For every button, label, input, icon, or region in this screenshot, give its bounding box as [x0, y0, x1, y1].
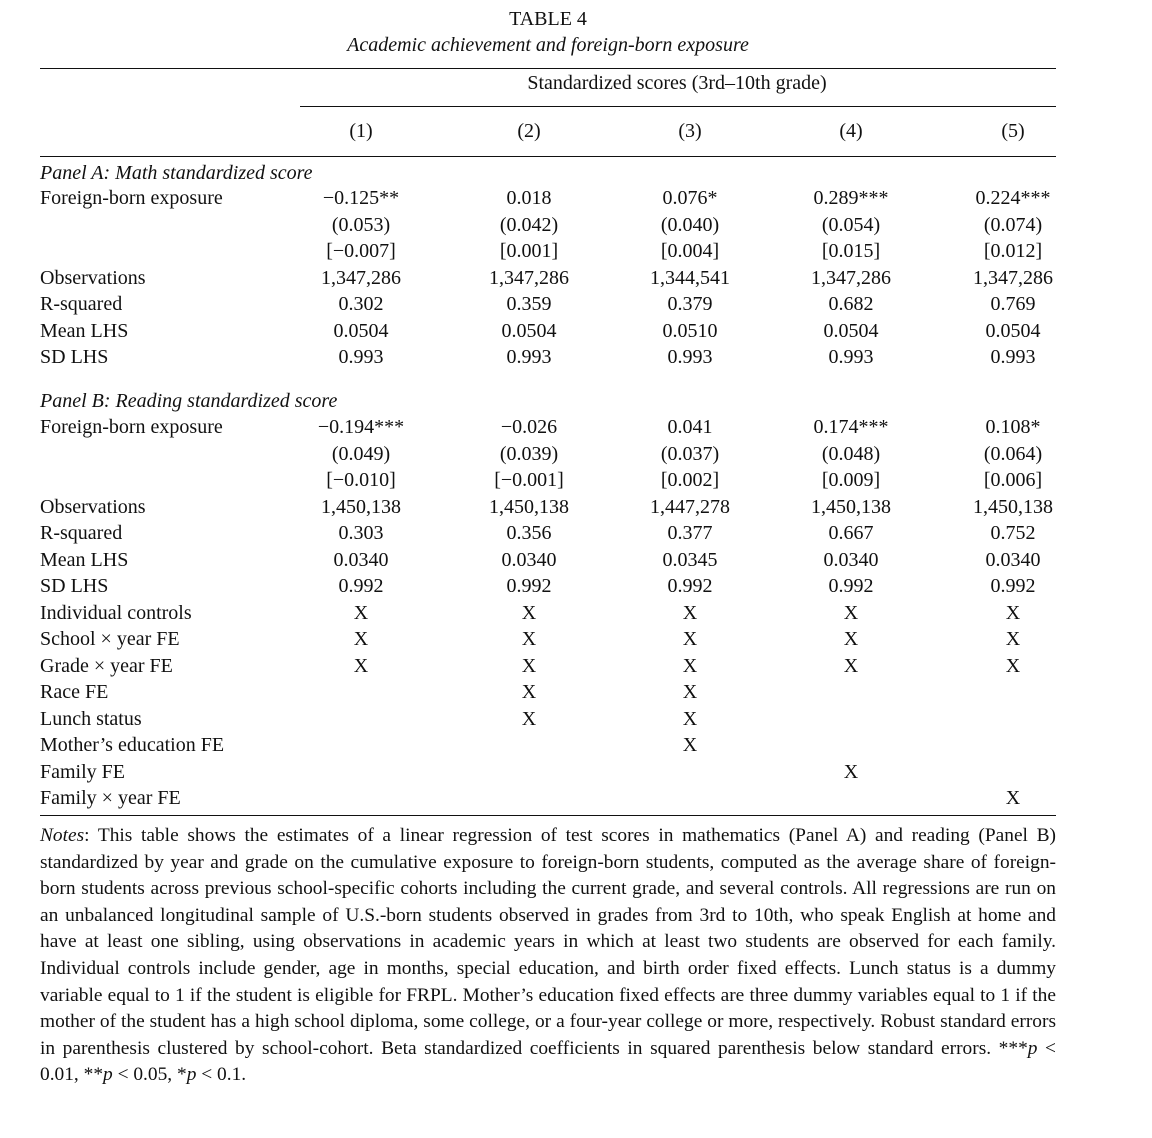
row-label: Mean LHS	[40, 320, 129, 342]
group-rule	[300, 106, 1056, 107]
control-mark: X	[843, 761, 859, 783]
row-label: SD LHS	[40, 575, 109, 597]
table-cell: 0.993	[828, 346, 874, 368]
table-cell: 0.667	[828, 522, 874, 544]
control-mark: X	[521, 655, 537, 677]
group-header: Standardized scores (3rd–10th grade)	[527, 72, 827, 94]
table-cell: 0.992	[506, 575, 552, 597]
table-cell: 1,450,138	[321, 496, 401, 518]
table-cell: 0.0345	[662, 549, 718, 571]
table-cell: 0.993	[990, 346, 1036, 368]
row-label: Foreign-born exposure	[40, 416, 223, 438]
panel-title: Panel B: Reading standardized score	[40, 390, 338, 412]
p-symbol-2: p	[103, 1064, 113, 1086]
control-label: Family × year FE	[40, 787, 181, 809]
table-cell: [0.009]	[821, 469, 881, 491]
table-cell: (0.042)	[499, 214, 559, 236]
control-mark: X	[521, 628, 537, 650]
table-cell: 0.359	[506, 293, 552, 315]
table-cell: [0.015]	[821, 240, 881, 262]
column-header: (3)	[678, 120, 702, 142]
control-mark: X	[843, 602, 859, 624]
control-mark: X	[682, 708, 698, 730]
control-mark: X	[682, 734, 698, 756]
table-cell: 0.769	[990, 293, 1036, 315]
control-mark: X	[682, 681, 698, 703]
table-cell: (0.037)	[660, 443, 720, 465]
control-mark: X	[353, 602, 369, 624]
row-label: R-squared	[40, 293, 123, 315]
table-cell: 1,347,286	[321, 267, 401, 289]
table-cell: (0.040)	[660, 214, 720, 236]
table-cell: −0.026	[500, 416, 558, 438]
mid-rule	[40, 156, 1056, 157]
table-cell: 0.0340	[501, 549, 557, 571]
table-cell: −0.125**	[322, 187, 400, 209]
control-mark: X	[1005, 655, 1021, 677]
table-cell: [0.002]	[660, 469, 720, 491]
notes-text: : This table shows the estimates of a linear regression of test scores in mathematics (Panel A) and reading (Panel B) standardized by year and grade on the cumulative exposure to foreign-born students, computed as the average share of foreign-born students across previous school-specific cohorts including the current grade, and several controls. All regressions are run on an unbalanced longitudinal sample of U.S.-born students observed in grades from 3rd to 10th, who speak English at home and have at least one sibling, using observations in academic years in which at least two students are observed for each family. Individual controls include gender, age in months, special education, and birth order fixed effects. Lunch status is a dummy variable equal to 1 if the student is eligible for FRPL. Mother’s education fixed effects are three dummy variables equal to 1 if the mother of the student has a high school diploma, some college, or a four-year college or more, respectively. Robust standard errors in parenthesis clustered by school-cohort. Beta standardized coefficients in squared parenthesis below standard errors. ***	[40, 825, 1056, 1059]
table-cell: (0.054)	[821, 214, 881, 236]
row-label: Observations	[40, 267, 146, 289]
control-label: Individual controls	[40, 602, 192, 624]
table-cell: 0.108*	[985, 416, 1041, 438]
table-cell: [0.004]	[660, 240, 720, 262]
table-cell: 1,347,286	[811, 267, 891, 289]
table-cell: 0.992	[338, 575, 384, 597]
table-cell: 0.993	[338, 346, 384, 368]
control-label: Mother’s education FE	[40, 734, 225, 756]
table-cell: 0.993	[506, 346, 552, 368]
control-label: Lunch status	[40, 708, 142, 730]
table-cell: [−0.010]	[326, 469, 396, 491]
table-cell: 0.0504	[501, 320, 557, 342]
table-cell: 0.289***	[813, 187, 889, 209]
control-mark: X	[353, 628, 369, 650]
table-cell: 1,450,138	[973, 496, 1053, 518]
table-cell: 0.377	[667, 522, 713, 544]
control-mark: X	[682, 628, 698, 650]
table-cell: 0.041	[667, 416, 713, 438]
row-label: Mean LHS	[40, 549, 129, 571]
table-cell: 0.992	[667, 575, 713, 597]
control-mark: X	[682, 655, 698, 677]
control-label: School × year FE	[40, 628, 180, 650]
p-symbol-1: p	[1027, 1037, 1038, 1059]
row-label: SD LHS	[40, 346, 109, 368]
control-mark: X	[521, 708, 537, 730]
table-cell: 0.682	[828, 293, 874, 315]
table-cell: [0.001]	[499, 240, 559, 262]
table-cell: 0.0504	[985, 320, 1041, 342]
table-cell: 0.993	[667, 346, 713, 368]
table-cell: 1,450,138	[811, 496, 891, 518]
top-rule	[40, 68, 1056, 69]
row-label: Observations	[40, 496, 146, 518]
row-label: Foreign-born exposure	[40, 187, 223, 209]
table-cell: 0.752	[990, 522, 1036, 544]
control-mark: X	[682, 602, 698, 624]
table-cell: 0.0340	[333, 549, 389, 571]
table-cell: −0.194***	[317, 416, 405, 438]
p-symbol-3: p	[186, 1064, 197, 1086]
table-cell: 0.992	[990, 575, 1036, 597]
table-cell: (0.064)	[983, 443, 1043, 465]
control-mark: X	[843, 628, 859, 650]
notes-label: Notes	[40, 825, 85, 846]
table-subtitle: Academic achievement and foreign-born exposure	[347, 34, 749, 56]
table-cell: 1,347,286	[489, 267, 569, 289]
sig-level-3: < 0.1.	[196, 1064, 247, 1086]
table-cell: (0.074)	[983, 214, 1043, 236]
table-cell: (0.039)	[499, 443, 559, 465]
table-cell: [0.012]	[983, 240, 1043, 262]
sig-level-1: < 0.01, **	[40, 1037, 1056, 1086]
table-title: TABLE 4	[509, 8, 587, 30]
table-cell: 1,447,278	[650, 496, 730, 518]
table-cell: 1,347,286	[973, 267, 1053, 289]
column-header: (2)	[517, 120, 541, 142]
control-label: Family FE	[40, 761, 126, 783]
column-header: (5)	[1001, 120, 1025, 142]
control-mark: X	[1005, 602, 1021, 624]
control-label: Race FE	[40, 681, 109, 703]
table-cell: 0.0340	[823, 549, 879, 571]
table-cell: 0.356	[506, 522, 552, 544]
table-cell: 0.0510	[662, 320, 718, 342]
table-cell: 0.0504	[333, 320, 389, 342]
table-cell: [−0.001]	[494, 469, 564, 491]
control-mark: X	[1005, 787, 1021, 809]
table-cell: 0.018	[506, 187, 552, 209]
control-mark: X	[521, 681, 537, 703]
column-header: (4)	[839, 120, 863, 142]
table-notes	[40, 823, 1056, 1089]
control-label: Grade × year FE	[40, 655, 173, 677]
control-mark: X	[353, 655, 369, 677]
table-cell: 0.224***	[975, 187, 1051, 209]
table-cell: (0.049)	[331, 443, 391, 465]
table-cell: [−0.007]	[326, 240, 396, 262]
panel-title: Panel A: Math standardized score	[40, 162, 313, 184]
table-cell: 0.303	[338, 522, 384, 544]
bottom-rule	[40, 815, 1056, 816]
table-cell: 1,450,138	[489, 496, 569, 518]
table-cell: 0.076*	[662, 187, 718, 209]
column-header: (1)	[349, 120, 373, 142]
table-cell: (0.053)	[331, 214, 391, 236]
table-cell: 0.379	[667, 293, 713, 315]
table-cell: [0.006]	[983, 469, 1043, 491]
row-label: R-squared	[40, 522, 123, 544]
table-cell: 0.0504	[823, 320, 879, 342]
control-mark: X	[1005, 628, 1021, 650]
table-cell: (0.048)	[821, 443, 881, 465]
control-mark: X	[521, 602, 537, 624]
table-cell: 0.992	[828, 575, 874, 597]
table-cell: 1,344,541	[650, 267, 730, 289]
table-cell: 0.174***	[813, 416, 889, 438]
table-cell: 0.0340	[985, 549, 1041, 571]
control-mark: X	[843, 655, 859, 677]
table-cell: 0.302	[338, 293, 384, 315]
sig-level-2: < 0.05, *	[112, 1064, 187, 1086]
